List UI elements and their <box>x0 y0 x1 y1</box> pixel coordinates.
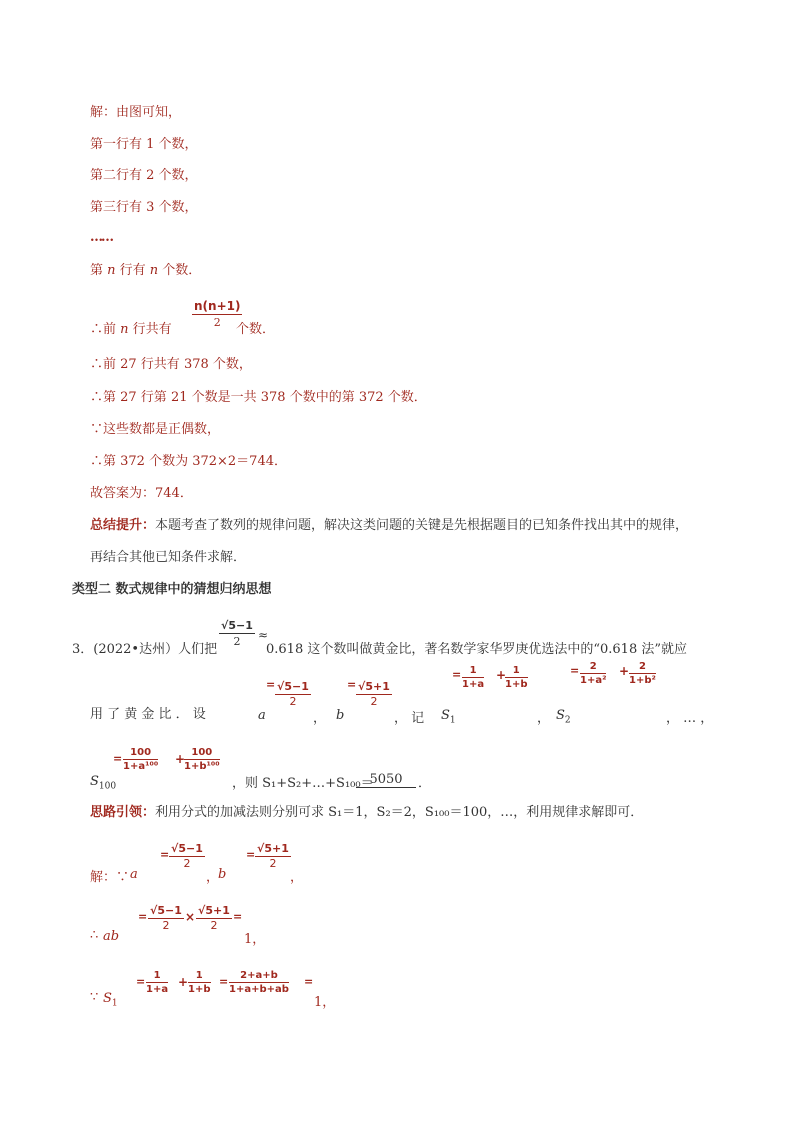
numerator: √5−1 <box>171 842 203 855</box>
var-n: n <box>149 263 159 278</box>
hint-line <box>90 805 643 821</box>
s: S <box>90 774 99 789</box>
eq-sign: = <box>219 975 229 988</box>
numerator: √5−1 <box>221 619 253 632</box>
var-ab: ab <box>103 929 120 944</box>
summary-line-2: 再结合其他已知条件求解． <box>90 550 247 565</box>
result-1: 1， <box>244 932 266 947</box>
sub: 2 <box>564 715 571 726</box>
solution-line-12: 故答案为：744． <box>90 486 193 501</box>
numerator: √5−1 <box>277 680 309 693</box>
s2-frac-2 <box>629 660 656 687</box>
numerator: 1 <box>462 664 484 678</box>
numerator: 1 <box>505 664 528 678</box>
numerator: √5+1 <box>257 842 289 855</box>
denominator: 1+a <box>146 984 169 995</box>
sol3-a-fraction <box>169 842 205 871</box>
numerator: 1 <box>146 969 168 983</box>
eq-sign: = <box>246 848 256 861</box>
plus-sign: + <box>619 664 630 678</box>
s: S <box>103 991 112 1006</box>
golden-ratio-fraction <box>219 618 255 649</box>
numerator: 100 <box>184 746 220 760</box>
eq-sign: = <box>138 910 148 923</box>
question-3-text: 0.618 这个数叫做黄金比，著名数学家华罗庚优选法中的“0.618 法”就应 <box>266 642 687 657</box>
summary-line-1 <box>90 518 688 534</box>
plus-sign: + <box>175 752 186 766</box>
solution-line-3: 第二行有 2 个数， <box>90 168 198 183</box>
question-3-line-3: ，则 S₁+S₂+…+S₁₀₀＝ <box>232 776 374 791</box>
because: ∵ <box>90 990 99 1005</box>
numerator: √5+1 <box>358 680 390 693</box>
sol3-ab-frac-2 <box>196 904 232 933</box>
result-1: 1， <box>314 995 336 1010</box>
eq-sign: = <box>113 752 123 765</box>
s100-frac-1 <box>123 746 158 773</box>
sol3-b-fraction <box>255 842 291 871</box>
answer-blank: 5050 <box>356 772 416 788</box>
comma: ， <box>537 711 551 726</box>
solution-line-7-end: 个数． <box>236 322 276 337</box>
sol3-s1-frac-3 <box>229 969 289 996</box>
ellipsis: ， … ， <box>666 711 714 726</box>
denominator: 1+b² <box>629 675 656 686</box>
s1-symbol <box>103 991 118 1009</box>
denominator: 2 <box>162 919 170 932</box>
numerator: √5+1 <box>198 904 230 917</box>
hint-text: 利用分式的加减法则分别可求 S₁＝1，S₂＝2，S₁₀₀＝100，…，利用规律求解即可． <box>155 805 644 820</box>
approx-sign: ≈ <box>258 628 269 642</box>
eq-sign: = <box>304 975 314 988</box>
text: ∴前 <box>90 322 121 337</box>
plus-sign: + <box>178 975 189 989</box>
solution-line-6 <box>90 263 201 279</box>
denominator: 2 <box>370 695 378 708</box>
sub: 1 <box>449 715 456 726</box>
eq-sign: = <box>136 975 146 988</box>
a-fraction <box>275 680 311 709</box>
solution-line-9: ∴第 27 行第 21 个数是一共 378 个数中的第 372 个数． <box>90 390 427 405</box>
denominator: 2 <box>233 635 241 648</box>
eq-sign: = <box>160 848 170 861</box>
denominator: 2 <box>213 316 221 329</box>
sol3-ab-frac-1 <box>148 904 184 933</box>
sol3-s1-frac-1 <box>146 969 168 996</box>
numerator: 2 <box>580 660 606 674</box>
question-3-prefix: 3．(2022•达州）人们把 <box>72 642 218 657</box>
s2-frac-1 <box>580 660 606 687</box>
eq-sign: = <box>233 910 243 923</box>
period: ． <box>418 776 432 791</box>
eq-sign: = <box>347 678 357 691</box>
denominator: 1+b <box>188 984 211 995</box>
denominator: 2 <box>183 857 191 870</box>
denominator: 1+a¹⁰⁰ <box>123 761 159 772</box>
b-fraction <box>356 680 392 709</box>
comma-ji: ， 记 <box>394 711 425 726</box>
denominator: 1+b¹⁰⁰ <box>184 761 220 772</box>
var-n: n <box>120 322 129 337</box>
denominator: 1+a <box>462 679 485 690</box>
denominator: 1+a+b+ab <box>229 984 289 995</box>
s1-frac-1 <box>462 664 484 691</box>
fraction-n-n-plus-1-over-2 <box>192 298 242 330</box>
denominator: 2 <box>289 695 297 708</box>
solution-line-1: 解：由图可知， <box>90 105 182 120</box>
eq-sign: = <box>570 664 580 677</box>
eq-sign: = <box>452 668 462 681</box>
s1-frac-2 <box>505 664 528 691</box>
solution-line-7 <box>90 322 172 338</box>
s2-symbol <box>556 708 571 726</box>
text: 行共有 <box>128 322 172 337</box>
denominator: 1+a² <box>580 675 607 686</box>
sol3-s1-frac-2 <box>188 969 211 996</box>
numerator: 1 <box>188 969 211 983</box>
comma: ， <box>206 870 220 885</box>
sub: 100 <box>98 781 117 792</box>
s: S <box>441 708 450 723</box>
numerator: n(n+1) <box>194 299 241 313</box>
times-sign: × <box>185 910 196 924</box>
section-heading: 类型二 数式规律中的猜想归纳思想 <box>72 582 272 597</box>
sub: 1 <box>111 998 118 1009</box>
solution-line-10: ∵这些数都是正偶数， <box>90 422 221 437</box>
text: 第 <box>90 263 108 278</box>
therefore: ∴ <box>90 928 99 943</box>
solution-line-11: ∴第 372 个数为 372×2＝744． <box>90 454 287 469</box>
denominator: 2 <box>269 857 277 870</box>
s1-symbol <box>441 708 456 726</box>
solution-line-8: ∴前 27 行共有 378 个数， <box>90 357 252 372</box>
plus-sign: + <box>496 668 507 682</box>
numerator: √5−1 <box>150 904 182 917</box>
s: S <box>556 708 565 723</box>
text: 行有 <box>115 263 150 278</box>
sol3-line-1-prefix: 解：∵ <box>90 870 130 885</box>
solution-ellipsis: …… <box>90 230 112 245</box>
numerator: 100 <box>123 746 158 760</box>
var-n: n <box>107 263 116 278</box>
question-3-line-2: 用 了 黄 金 比 ． 设 <box>90 707 206 722</box>
s100-symbol <box>90 774 116 792</box>
var-a: a <box>130 867 138 882</box>
numerator: 2 <box>629 660 656 674</box>
numerator: 2+a+b <box>229 969 289 983</box>
eq-sign: = <box>266 678 276 691</box>
var-b: b <box>336 708 345 723</box>
hint-label: 思路引领： <box>90 805 156 820</box>
solution-line-4: 第三行有 3 个数， <box>90 200 198 215</box>
solution-line-2: 第一行有 1 个数， <box>90 137 198 152</box>
text: 个数． <box>158 263 202 278</box>
var-b: b <box>218 867 227 882</box>
summary-text: 本题考查了数列的规律问题，解决这类问题的关键是先根据题目的已知条件找出其中的规律， <box>155 518 689 533</box>
var-a: a <box>258 708 266 723</box>
denominator: 2 <box>210 919 218 932</box>
comma: ， <box>290 870 304 885</box>
comma: ， <box>313 711 327 726</box>
denominator: 1+b <box>505 679 528 690</box>
summary-label: 总结提升： <box>90 518 156 533</box>
s100-frac-2 <box>184 746 220 773</box>
